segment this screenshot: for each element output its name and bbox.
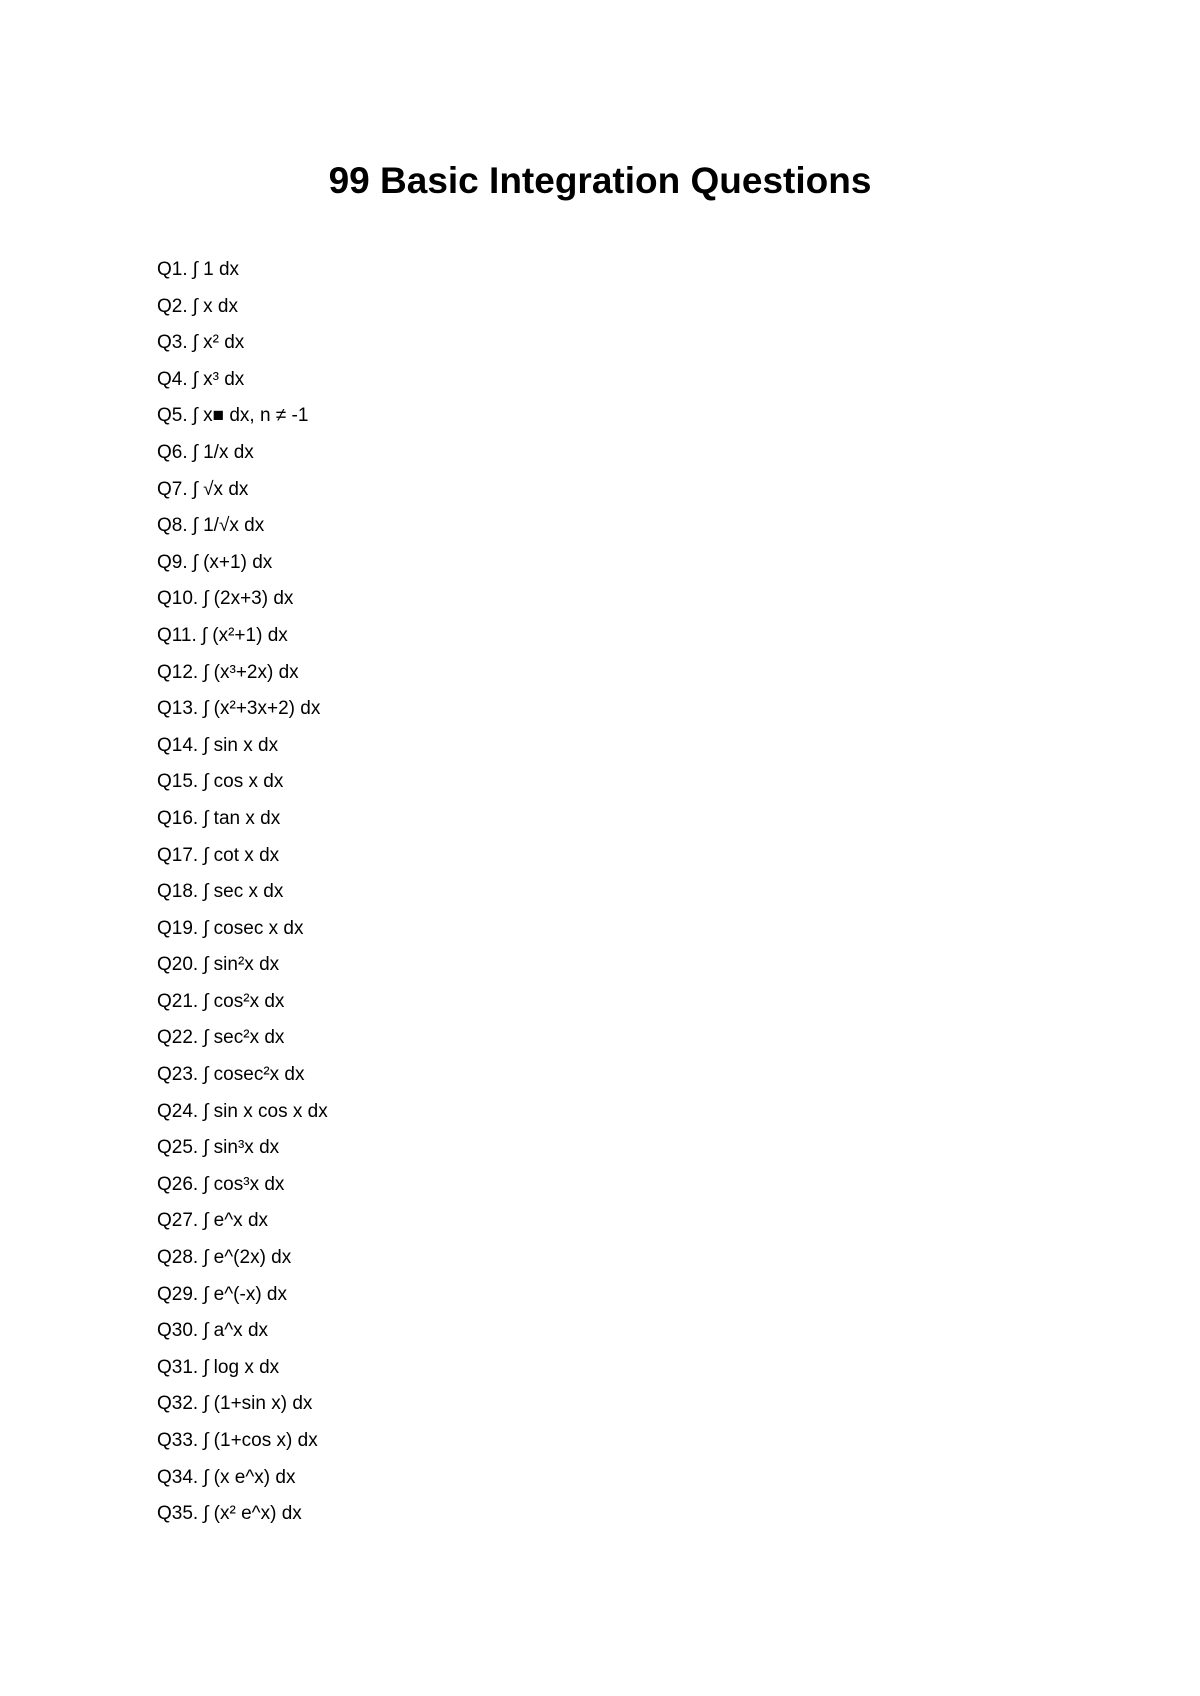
question-label: Q32. [157,1393,199,1415]
question-label: Q15. [157,771,199,793]
question-label: Q26. [157,1173,199,1195]
question-label: Q13. [157,698,199,720]
question-item [157,398,328,435]
question-item [157,1203,328,1240]
question-expression: ∫ x² dx [192,332,245,354]
question-label: Q24. [157,1100,199,1122]
question-label: Q4. [157,368,188,390]
question-item [157,435,328,472]
question-expression: ∫ (x³+2x) dx [203,661,299,683]
question-expression: ∫ cot x dx [203,844,280,866]
question-label: Q28. [157,1247,199,1269]
question-item [157,545,328,582]
question-expression: ∫ tan x dx [203,807,281,829]
question-label: Q35. [157,1503,199,1525]
question-item [157,764,328,801]
question-label: Q12. [157,661,199,683]
question-label: Q18. [157,881,199,903]
question-label: Q9. [157,551,188,573]
question-label: Q25. [157,1137,199,1159]
question-label: Q5. [157,405,188,427]
question-label: Q34. [157,1466,199,1488]
question-item [157,581,328,618]
question-expression: ∫ (x e^x) dx [203,1466,296,1488]
question-expression: ∫ cosec x dx [203,917,304,939]
question-expression: ∫ 1/√x dx [192,515,265,537]
question-expression: ∫ sec x dx [203,881,284,903]
question-label: Q22. [157,1027,199,1049]
question-item [157,618,328,655]
question-label: Q31. [157,1356,199,1378]
question-label: Q27. [157,1210,199,1232]
question-item [157,325,328,362]
question-label: Q17. [157,844,199,866]
question-item [157,838,328,875]
question-item [157,1240,328,1277]
question-expression: ∫ cos x dx [203,771,284,793]
question-label: Q19. [157,917,199,939]
question-item [157,911,328,948]
question-expression: ∫ cos³x dx [203,1173,285,1195]
question-item [157,1423,328,1460]
question-label: Q8. [157,515,188,537]
question-label: Q14. [157,734,199,756]
question-item [157,801,328,838]
question-label: Q20. [157,954,199,976]
question-item [157,362,328,399]
question-expression: ∫ a^x dx [203,1320,269,1342]
question-expression: ∫ sin³x dx [203,1137,280,1159]
page-title: 99 Basic Integration Questions [328,160,872,201]
question-label: Q2. [157,295,188,317]
question-item [157,1130,328,1167]
question-item [157,1277,328,1314]
question-item [157,508,328,545]
question-expression: ∫ 1/x dx [192,441,254,463]
question-item [157,1057,328,1094]
question-expression: ∫ x³ dx [192,368,245,390]
question-label: Q21. [157,990,199,1012]
question-label: Q11. [157,624,197,646]
question-item [157,691,328,728]
question-list [157,252,328,1533]
question-expression: ∫ e^(-x) dx [203,1283,287,1305]
question-item [157,1167,328,1204]
question-expression: ∫ (1+sin x) dx [203,1393,313,1415]
question-item [157,655,328,692]
question-item [157,984,328,1021]
question-item [157,1496,328,1533]
question-expression: ∫ (1+cos x) dx [203,1430,318,1451]
question-expression: ∫ (x²+1) dx [201,624,288,646]
question-expression: ∫ sin²x dx [203,954,280,976]
question-expression: ∫ 1 dx [192,259,240,280]
question-item [157,1350,328,1387]
question-item [157,1386,328,1423]
question-item [157,728,328,765]
question-label: Q30. [157,1320,199,1342]
question-expression: ∫ cos²x dx [203,990,285,1012]
question-label: Q29. [157,1283,199,1305]
question-item [157,947,328,984]
question-label: Q7. [157,478,188,500]
question-item [157,1020,328,1057]
question-expression: ∫ e^x dx [203,1210,269,1232]
question-item [157,1460,328,1497]
question-expression: ∫ (x² e^x) dx [203,1503,302,1525]
question-label: Q1. [157,259,188,280]
question-item [157,1313,328,1350]
question-expression: ∫ (2x+3) dx [203,588,294,610]
question-expression: ∫ sin x cos x dx [203,1100,328,1122]
question-expression: ∫ e^(2x) dx [203,1247,292,1269]
question-expression: ∫ cosec²x dx [203,1064,305,1086]
question-expression: ∫ sin x dx [203,734,279,756]
question-item [157,874,328,911]
question-expression: ∫ √x dx [192,478,249,500]
question-expression: ∫ x■ dx, n ≠ -1 [192,405,309,427]
question-item [157,472,328,509]
question-expression: ∫ sec²x dx [203,1027,285,1049]
question-item [157,1094,328,1131]
question-label: Q3. [157,332,188,354]
question-label: Q6. [157,441,188,463]
question-label: Q16. [157,807,199,829]
question-expression: ∫ log x dx [203,1356,280,1378]
question-item [157,252,328,289]
question-expression: ∫ (x+1) dx [192,551,273,573]
question-label: Q33. [157,1430,199,1451]
question-expression: ∫ (x²+3x+2) dx [203,698,321,720]
question-label: Q23. [157,1064,199,1086]
question-item [157,289,328,326]
question-label: Q10. [157,588,199,610]
question-expression: ∫ x dx [192,295,238,317]
